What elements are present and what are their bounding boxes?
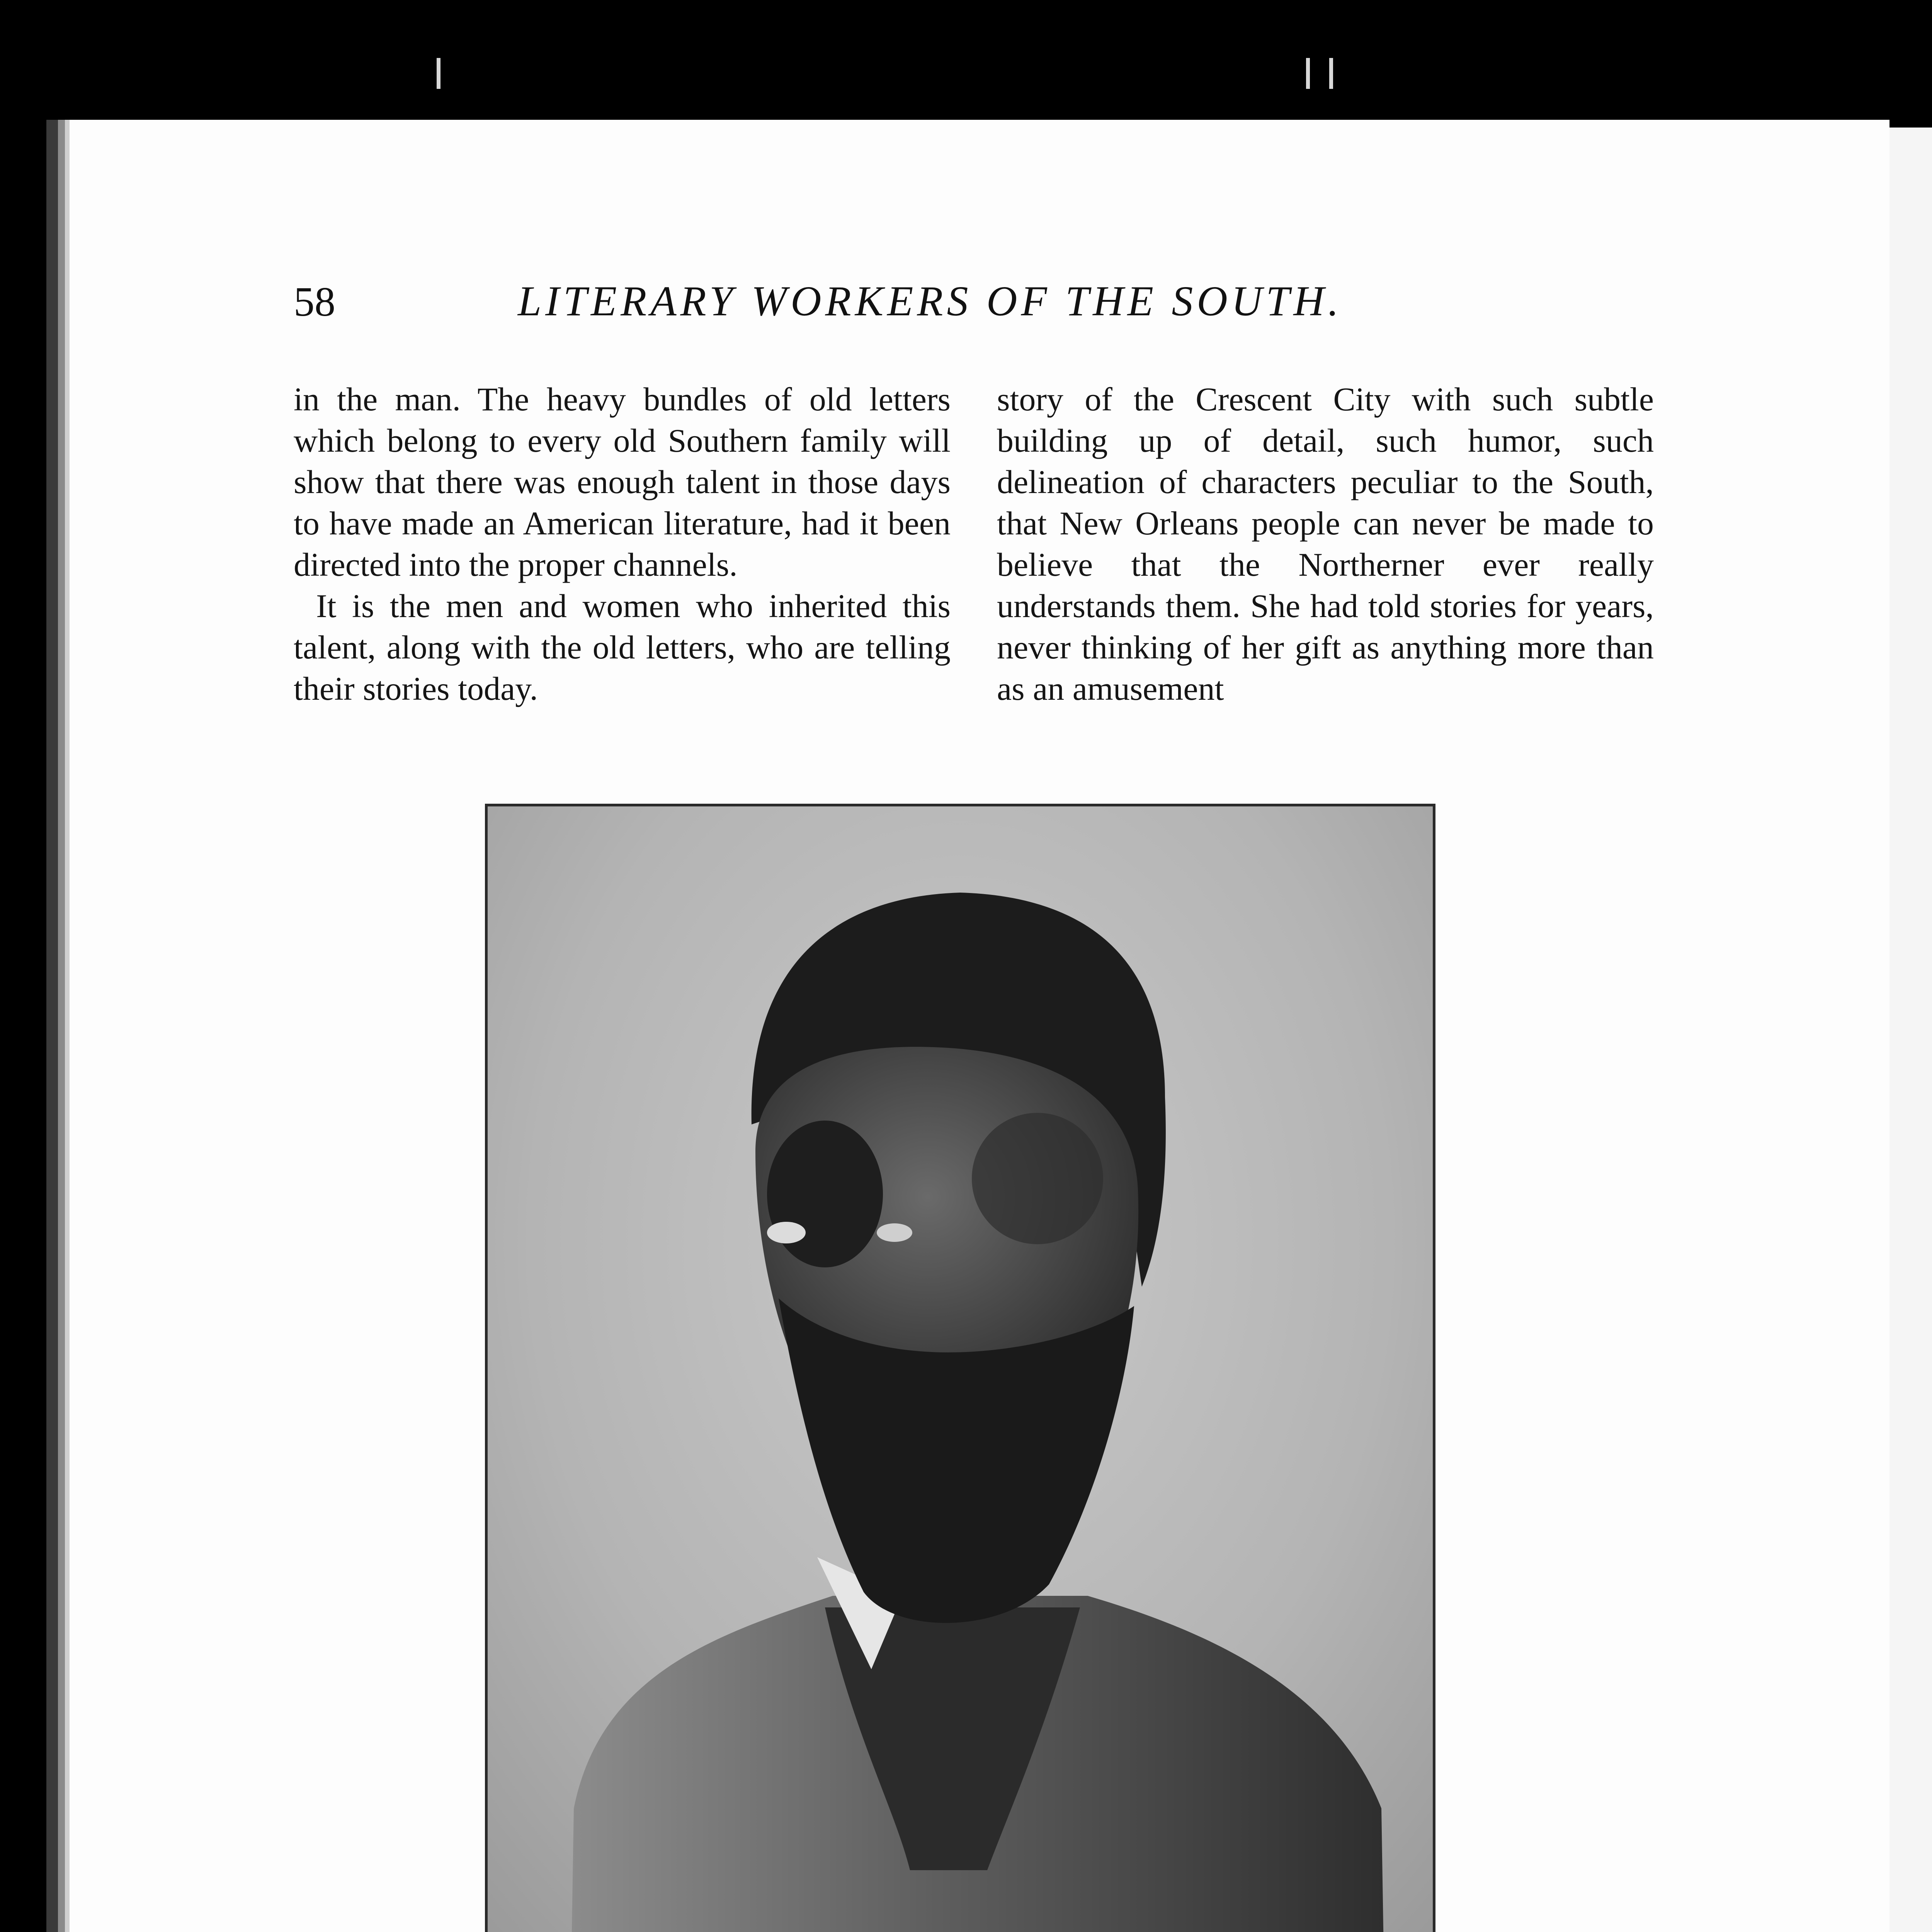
scan-edge-mark bbox=[437, 58, 440, 89]
paragraph: in the man. The heavy bundles of old letters which belong to every old Southern family will show that there was enough talent in those days to have made an American literature, had it been directed into the proper channels. bbox=[294, 381, 951, 583]
running-head-title: LITERARY WORKERS OF THE SOUTH. bbox=[518, 277, 1343, 325]
paragraph: story of the Crescent City with such subtle building up of detail, such humor, such delineation of characters peculiar to the South, that New Orleans people can never be made to believe that the Northerner ever really understands them. She had told stories for years, never thinking of her gift as anything more than as an amusement bbox=[997, 381, 1654, 707]
page-number: 58 bbox=[294, 279, 335, 325]
portrait-photograph bbox=[485, 804, 1435, 1932]
scan-edge-mark bbox=[1329, 58, 1333, 89]
text-column-top-right bbox=[997, 379, 1654, 709]
paragraph: It is the men and women who inherited this talent, along with the old letters, who are telling their stories today. bbox=[294, 587, 951, 707]
text-column-top-left bbox=[294, 379, 951, 709]
running-head bbox=[294, 278, 1646, 336]
scan-edge-mark bbox=[1306, 58, 1310, 89]
